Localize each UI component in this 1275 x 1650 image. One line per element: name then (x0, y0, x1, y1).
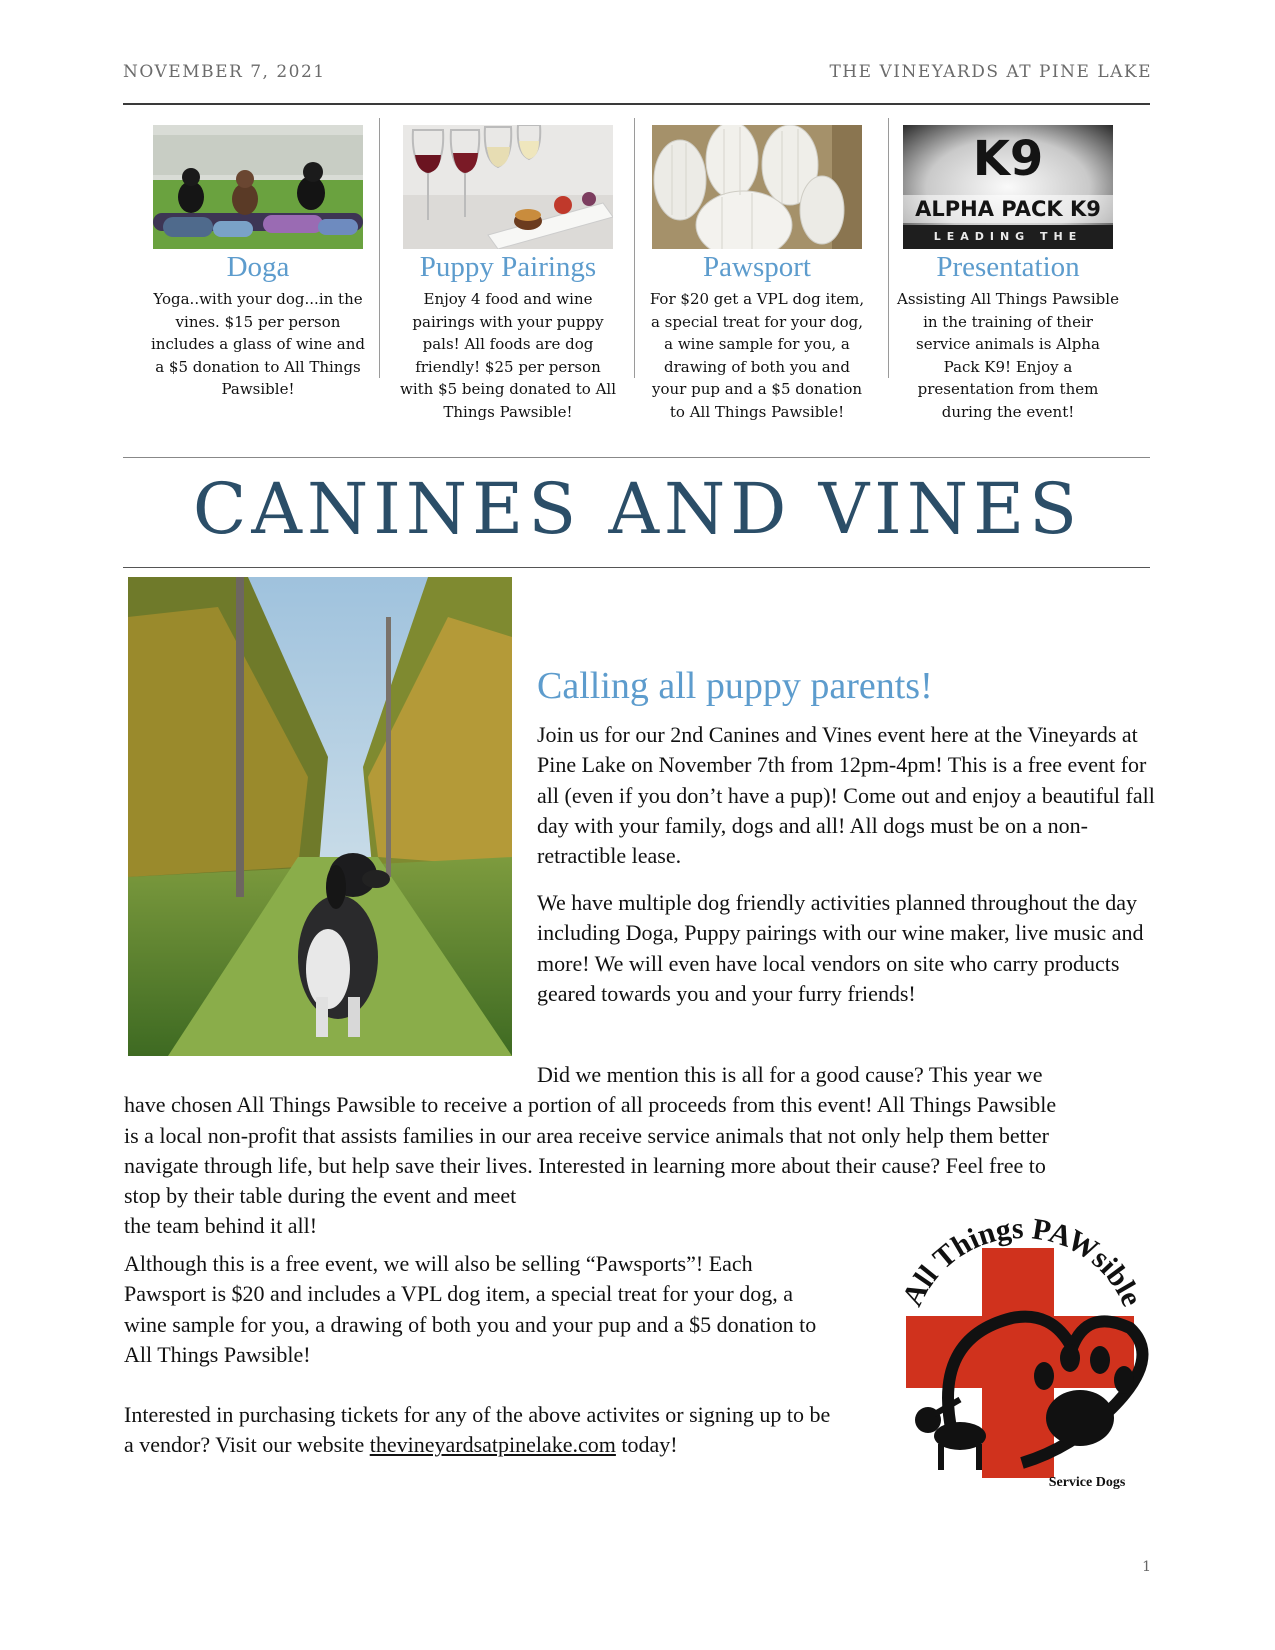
article-paragraph-2: We have multiple dog friendly activities planned throughout the day including Doga, Puppy pairings with our wine maker, live music and more! We will even have local vendors on site who carry products geared towards you and your furry friends! (537, 890, 1144, 1006)
k9-tagline: LEADING THE (903, 225, 1113, 249)
vineyard-dog-photo (128, 577, 512, 1056)
title-rule (123, 567, 1150, 568)
pawsport-photo (652, 125, 862, 249)
section-rule (123, 457, 1150, 458)
article-paragraph-1: Join us for our 2nd Canines and Vines event here at the Vineyards at Pine Lake on November 7th from 12pm-4pm! This is a free event for all (even if you don’t have a pup)! Come out and enjoy a beautiful fall day with your family, dogs and all! All dogs must be on a non-retractible lease. (537, 722, 1155, 869)
paragraph-3-end: the team behind it all! (124, 1213, 318, 1239)
feature-text: Yoga..with your dog...in the vines. $15 per person includes a glass of wine and a $5 donation to All Things Pawsible! (151, 290, 365, 398)
logo-caption: Service Dogs (1048, 1475, 1126, 1490)
all-things-pawsible-logo (872, 1198, 1172, 1498)
paragraph-5-tail: today! (615, 1432, 678, 1458)
logo-arc-text: All Things PAWsible (895, 1211, 1149, 1312)
puppy-pairings-photo (403, 125, 613, 249)
alpha-pack-k9-logo (903, 125, 1113, 249)
header-rule (123, 103, 1150, 105)
article-paragraph-5 (124, 1400, 834, 1461)
column-divider (379, 118, 380, 378)
feature-text: For $20 get a VPL dog item, a special treat for your dog, a wine sample for you, a drawing of both you and your pup and a $5 donation to All Things Pawsible! (649, 290, 865, 421)
page-title: CANINES AND VINES (192, 468, 1083, 550)
feature-doga (143, 125, 373, 401)
paragraph-3-body: have chosen All Things Pawsible to receive a portion of all proceeds from this event! All Things Pawsible is a local non-profit that assists families in our area receive service animals that not only help them better navigate through life, but help save their lives. Interested in learning more about their cause? Feel free to stop by their table during the event and meet (124, 1092, 1057, 1209)
column-divider (634, 118, 635, 378)
article-subhead: Calling all puppy parents! (537, 665, 933, 707)
website-link[interactable]: thevineyardsatpinelake.com (369, 1432, 616, 1458)
k9-name: ALPHA PACK K9 (903, 195, 1113, 223)
doga-photo (153, 125, 363, 249)
k9-mark: K9 (972, 131, 1044, 187)
page-number: 1 (1142, 1559, 1151, 1575)
feature-title: Puppy Pairings (419, 251, 597, 283)
feature-text: Enjoy 4 food and wine pairings with your puppy pals! All foods are dog friendly! $25 per person with $5 being donated to All Things Pawsible! (399, 290, 617, 421)
feature-title: Presentation (936, 251, 1080, 283)
column-divider (888, 118, 889, 378)
feature-title: Pawsport (703, 251, 811, 283)
issue-date: NOVEMBER 7, 2021 (123, 62, 326, 82)
feature-pawsport (642, 125, 872, 423)
feature-presentation (893, 125, 1123, 423)
publication-name: THE VINEYARDS AT PINE LAKE (829, 62, 1152, 82)
paragraph-3-first-line: Did we mention this is all for a good cause? This year we (537, 1062, 1043, 1087)
feature-puppy-pairings (393, 125, 623, 423)
feature-title: Doga (226, 251, 290, 283)
paragraph-5-text: Interested in purchasing tickets for any of the above activites or signing up to be a vendor? Visit our website (124, 1402, 831, 1458)
feature-text: Assisting All Things Pawsible in the training of their service animals is Alpha Pack K9! Enjoy a presentation from them during the event! (897, 290, 1119, 421)
article-paragraph-4: Although this is a free event, we will also be selling “Pawsports”! Each Pawsport is $20 and includes a VPL dog item, a special treat for your dog, a wine sample for you, a drawing of both you and your pup and a $5 donation to All Things Pawsible! (124, 1251, 817, 1367)
